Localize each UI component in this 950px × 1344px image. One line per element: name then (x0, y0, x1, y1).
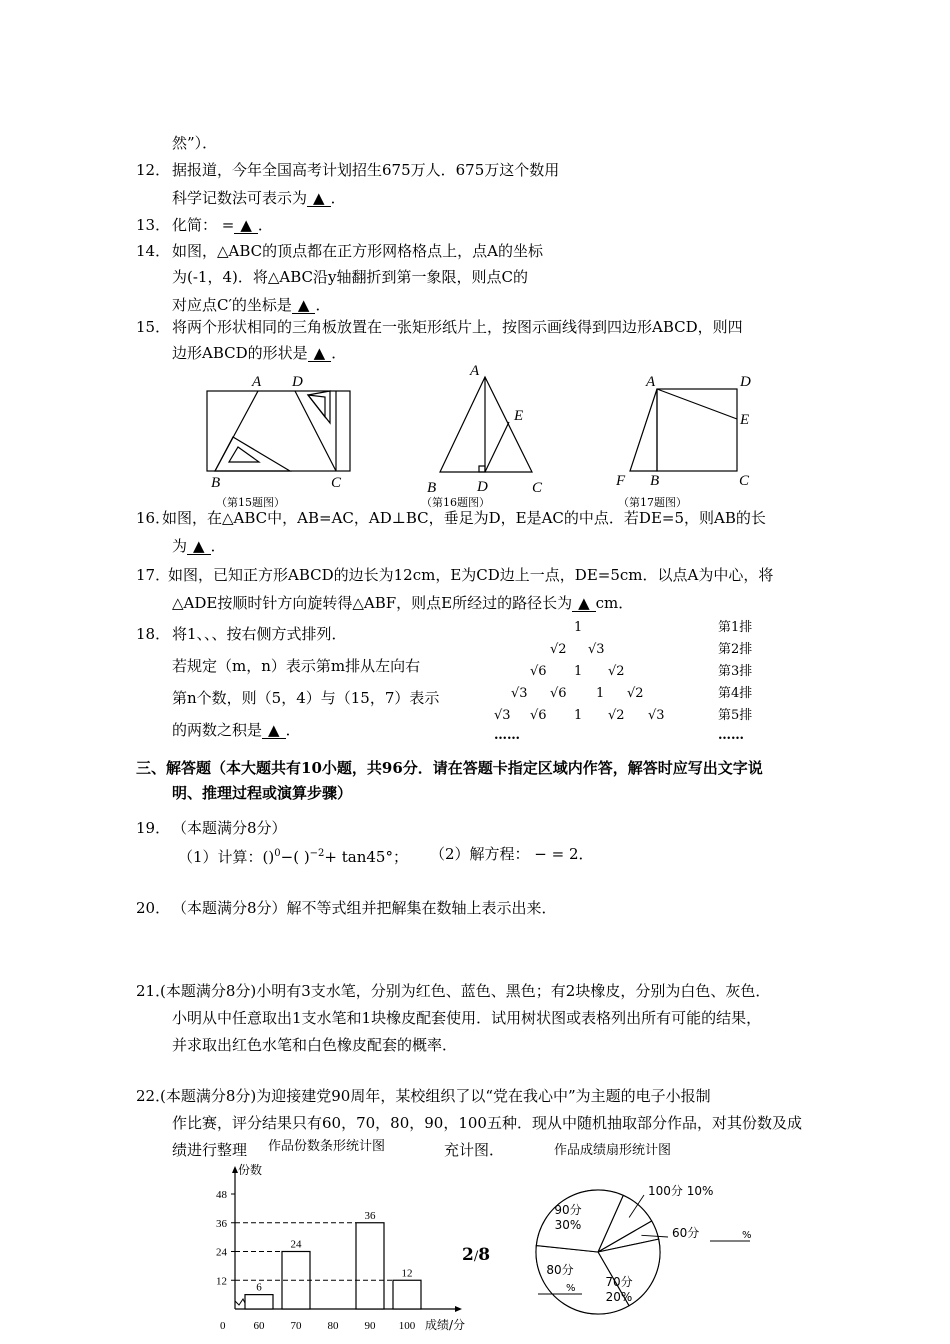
bar-value-label: 36 (364, 1209, 376, 1222)
q14-number: 14． (136, 242, 171, 260)
fig15-label-d: D (292, 374, 303, 390)
q18-line2: 若规定（m，n）表示第m排从左向右 (172, 657, 421, 675)
fig15-label-a: A (252, 374, 262, 390)
pie-slice-percent: % (742, 1230, 752, 1241)
q12-number: 12． (136, 161, 171, 179)
q16-line2: 为 ▲ ． (172, 537, 226, 555)
answer-blank: ▲ (187, 538, 211, 555)
section-3-heading-cont: 明、推理过程或演算步骤） (172, 784, 353, 802)
tri-cell: 1 (574, 708, 583, 723)
x-tick-label: 60 (253, 1320, 265, 1332)
q22-line3a: 绩进行整理 (172, 1141, 248, 1159)
row-label: 第3排 (718, 664, 753, 679)
fig16-label-d: D (477, 479, 488, 495)
fig16-label-c: C (532, 480, 543, 496)
q17-line1: 如图，已知正方形ABCD的边长为12cm，E为CD边上一点，DE=5cm．以点A为中心，将 (168, 566, 774, 584)
fig17-label-a: A (646, 374, 656, 390)
bar-value-label: 24 (290, 1238, 302, 1251)
pie-slice-label: 70分 (605, 1275, 633, 1289)
q18-line1: 将1、、、按右侧方式排列． (172, 625, 347, 643)
fig17-label-f: F (616, 473, 626, 489)
figure-15 (207, 391, 350, 471)
tri-cell: √2 (550, 642, 567, 657)
pie-slice-label: 80分 (546, 1263, 574, 1277)
figure-17 (630, 389, 737, 471)
q14-line2: 为(-1，4)．将△ABC沿y轴翻折到第一象限，则点C的 (172, 268, 528, 286)
q12-line1: 据报道，今年全国高考计划招生675万人．675万这个数用 (172, 161, 560, 179)
pie-slice-percent: 30% (554, 1218, 582, 1232)
x-tick-label: 80 (327, 1320, 339, 1332)
fig17-label-c: C (739, 473, 750, 489)
bar-value-label: 12 (401, 1267, 413, 1280)
row-label: 第4排 (718, 686, 753, 701)
pie-slice-percent: 20% (605, 1290, 633, 1304)
fig16-label-e: E (514, 408, 524, 424)
q19-part2: （2）解方程： − = 2． (430, 845, 594, 863)
fig15-caption: （第15题图） (216, 496, 285, 509)
q22-number: 22． (136, 1087, 171, 1105)
q18-number: 18． (136, 625, 171, 643)
section-3-heading: 三、解答题（本大题共有10小题，共96分．请在答题卡指定区域内作答，解答时应写出文字说 (136, 759, 763, 777)
tri-cell: √3 (494, 708, 511, 723)
tri-cell: √3 (588, 642, 605, 657)
q22-line3b: 充计图． (444, 1141, 505, 1159)
row-label: 第1排 (718, 620, 753, 635)
bar-chart-origin: 0 (220, 1320, 226, 1332)
pie-chart-title: 作品成绩扇形统计图 (554, 1143, 672, 1158)
tri-cell: 1 (574, 620, 583, 635)
q14-line1: 如图，△ABC的顶点都在正方形网格格点上，点A的坐标 (172, 242, 543, 260)
y-tick-label: 48 (216, 1189, 227, 1201)
x-axis-arrow (455, 1306, 462, 1312)
bar-value-label: 6 (256, 1281, 262, 1294)
q13-line: 化简： = ▲ ． (172, 216, 273, 234)
q15-line1: 将两个形状相同的三角板放置在一张矩形纸片上，按图示画线得到四边形ABCD，则四 (172, 318, 743, 336)
tri-cell: √3 (648, 708, 665, 723)
bar-chart-xlabel: 成绩/分 (425, 1318, 466, 1332)
answer-blank: ▲ (307, 190, 331, 207)
q17-line2: △ADE按顺时针方向旋转得△ABF，则点E所经过的路径长为 ▲ cm． (172, 594, 634, 612)
pie-slice-label: 90分 (554, 1203, 582, 1217)
q18-line4: 的两数之积是 ▲ ． (172, 721, 301, 739)
q22-line1: (本题满分8分)为迎接建党90周年，某校组织了以“党在我心中”为主题的电子小报制 (160, 1087, 711, 1105)
geometry-figures (195, 365, 835, 505)
tri-cell: 1 (574, 664, 583, 679)
bar (356, 1223, 384, 1309)
fig15-label-c: C (331, 475, 342, 491)
x-tick-label: 70 (290, 1320, 302, 1332)
bar (245, 1295, 273, 1309)
tri-cell: √2 (627, 686, 644, 701)
q21-line3: 并求取出红色水笔和白色橡皮配套的概率． (172, 1036, 458, 1054)
q13-number: 13． (136, 216, 171, 234)
answer-blank: ▲ (234, 217, 258, 234)
fig17-label-b: B (650, 473, 660, 489)
page-number: 2/8 (462, 1245, 491, 1265)
tri-cell: √6 (530, 664, 547, 679)
q15-line2: 边形ABCD的形状是 ▲ ． (172, 344, 347, 362)
fig17-label-e: E (740, 412, 750, 428)
answer-blank: ▲ (308, 345, 332, 362)
q17-number: 17． (136, 566, 171, 584)
bar-chart (200, 1134, 490, 1344)
tri-dots: …… (718, 728, 744, 743)
q11-tail: 然”）． (172, 134, 218, 152)
fig16-caption: （第16题图） (421, 496, 490, 509)
tri-cell: √6 (530, 708, 547, 723)
q14-line3: 对应点C′的坐标是 ▲ ． (172, 296, 331, 314)
bar-chart-ylabel: 份数 (238, 1163, 263, 1177)
tri-cell: √2 (608, 708, 625, 723)
q20-number: 20． (136, 899, 171, 917)
tri-cell: √2 (608, 664, 625, 679)
q19-number: 19． (136, 819, 171, 837)
pie-chart (520, 1134, 780, 1344)
answer-blank: ▲ (262, 722, 286, 739)
x-tick-label: 100 (398, 1320, 416, 1332)
q12-line2: 科学记数法可表示为 ▲ ． (172, 189, 346, 207)
q12-text: 科学记数法可表示为 (172, 189, 308, 207)
q20-text: （本题满分8分）解不等式组并把解集在数轴上表示出来． (172, 899, 557, 917)
y-tick-label: 12 (216, 1275, 227, 1288)
answer-blank: ▲ (572, 595, 596, 612)
q16-line1: 如图，在△ABC中，AB=AC，AD⊥BC，垂足为D，E是AC的中点．若DE=5，则AB的长 (162, 509, 766, 527)
answer-blank: ▲ (292, 297, 316, 314)
row-label: 第5排 (718, 708, 753, 723)
pie-slice-percent: % (566, 1283, 576, 1294)
tri-cell: √6 (550, 686, 567, 701)
tri-dots: …… (494, 728, 520, 743)
q21-line1: (本题满分8分)小明有3支水笔，分别为红色、蓝色、黑色；有2块橡皮，分别为白色、灰色． (160, 982, 771, 1000)
row-label: 第2排 (718, 642, 753, 657)
tri-cell: √3 (511, 686, 528, 701)
y-tick-label: 24 (216, 1246, 227, 1259)
fig17-label-d: D (740, 374, 751, 390)
fig16-label-b: B (427, 480, 437, 496)
figure-16 (440, 377, 532, 472)
fig15-label-b: B (211, 475, 221, 491)
x-tick-label: 90 (364, 1320, 376, 1332)
q21-line2: 小明从中任意取出1支水笔和1块橡皮配套使用．试用树状图或表格列出所有可能的结果， (172, 1009, 762, 1027)
fig16-label-a: A (470, 365, 480, 379)
bar (393, 1280, 421, 1309)
y-tick-label: 36 (216, 1217, 227, 1230)
bar-chart-title: 作品份数条形统计图 (268, 1139, 386, 1154)
q16-number: 16． (136, 509, 171, 527)
q18-line3: 第n个数，则（5，4）与（15，7）表示 (172, 689, 440, 707)
q19-part1: （1）计算：()$^0$−( )$^{-2}$+ tan45°； (178, 848, 408, 866)
pie-slice-label: 60分 (672, 1226, 700, 1240)
q21-number: 21． (136, 982, 171, 1000)
q15-number: 15． (136, 318, 171, 336)
tri-cell: 1 (596, 686, 605, 701)
q22-line2: 作比赛，评分结果只有60，70，80，90，100五种．现从中随机抽取部分作品，对其份数及成 (172, 1114, 802, 1132)
q19-title: （本题满分8分） (172, 819, 287, 837)
fig17-caption: （第17题图） (618, 496, 687, 509)
pie-slice-label: 100分 10% (648, 1184, 714, 1198)
